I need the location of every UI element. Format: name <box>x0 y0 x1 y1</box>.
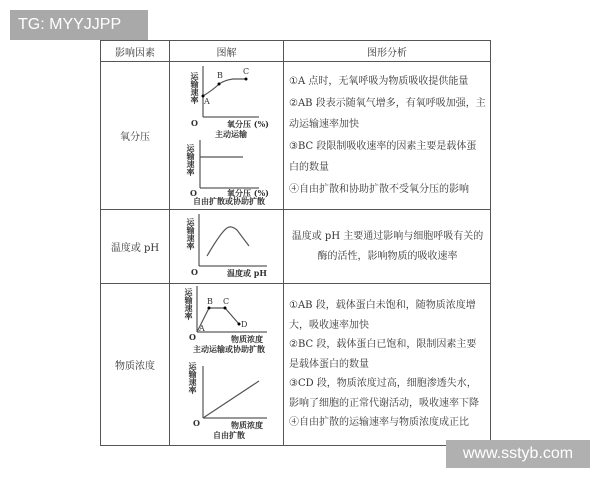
watermark-bottom: www.sstyb.com <box>446 440 590 468</box>
label-a: A <box>203 97 210 106</box>
graph-caption: 自由扩散或协助扩散 <box>192 196 265 206</box>
diffusion-graph <box>185 140 269 206</box>
label-b: B <box>206 297 213 306</box>
origin-label: O <box>189 188 197 198</box>
graph-cell <box>170 284 284 446</box>
y-axis-label: 运输速率 <box>185 144 196 176</box>
x-axis-label: 温度或 pH <box>226 268 267 278</box>
analysis-item: ①A 点时，无氧呼吸为物质吸收提供能量 <box>289 76 469 87</box>
point-c <box>244 78 247 81</box>
label-d: D <box>240 320 247 329</box>
analysis-item: ②AB 段表示随氧气增多，有氧呼吸加强，主动运输速率加快 <box>289 97 486 130</box>
header-analysis: 图形分析 <box>284 41 491 62</box>
origin-label: O <box>188 332 196 342</box>
analysis-item: ③BC 段限制吸收速率的因素主要是载体蛋白的数量 <box>289 140 477 173</box>
watermark-top: TG: MYYJJPP <box>10 10 148 40</box>
x-axis-label: 氧分压 (%) <box>226 119 269 129</box>
factor-concentration: 物质浓度 <box>101 284 170 446</box>
x-axis-label: 物质浓度 <box>230 334 263 344</box>
graph-cell <box>170 62 284 210</box>
graph-caption: 主动运输或协助扩散 <box>192 344 265 354</box>
active-transport-graph <box>189 66 269 139</box>
y-axis-label: 运输速率 <box>187 362 198 394</box>
y-axis-label: 运输速率 <box>189 72 200 104</box>
x-axis-label: 物质浓度 <box>230 420 263 430</box>
temperature-graph <box>171 210 283 280</box>
active-transport-graph <box>183 286 267 354</box>
factor-oxygen: 氧分压 <box>101 62 170 210</box>
analysis-temperature: 温度或 pH 主要通过影响与细胞呼吸有关的酶的活性，影响物质的吸收速率 <box>284 210 491 284</box>
table-row <box>101 62 491 210</box>
label-c: C <box>242 67 249 76</box>
concentration-graphs <box>171 284 283 442</box>
analysis-item: ③CD 段，物质浓度过高，细胞渗透失水，影响了细胞的正常代谢活动，吸收速率下降 <box>289 378 479 409</box>
analysis-item: ④自由扩散和协助扩散不受氧分压的影响 <box>289 183 469 195</box>
transport-factors-table <box>100 40 491 446</box>
header-factor: 影响因素 <box>101 41 170 62</box>
graph-cell <box>170 210 284 284</box>
x-axis-label: 氧分压 (%) <box>226 188 269 198</box>
y-axis-label: 运输速率 <box>183 288 194 320</box>
label-c: C <box>222 297 229 306</box>
header-graph: 图解 <box>170 41 284 62</box>
y-axis-label: 运输速率 <box>185 218 196 250</box>
analysis-item: ①AB 段，载体蛋白未饱和，随物质浓度增大，吸收速率加快 <box>289 300 476 331</box>
label-b: B <box>216 71 223 80</box>
factor-temperature-ph: 温度或 pH <box>101 210 170 284</box>
origin-label: O <box>192 418 200 428</box>
graph-caption: 主动运输 <box>214 129 247 139</box>
origin-label: O <box>190 118 198 128</box>
table-row <box>101 210 491 284</box>
analysis-item: ②BC 段，载体蛋白已饱和，限制因素主要是载体蛋白的数量 <box>289 339 477 370</box>
origin-label: O <box>190 267 198 277</box>
analysis-concentration <box>284 284 491 446</box>
table-row <box>101 284 491 446</box>
label-a: A <box>198 324 205 333</box>
graph-caption: 自由扩散 <box>212 430 245 440</box>
analysis-item: ④自由扩散的运输速率与物质浓度成正比 <box>289 417 469 429</box>
point-b <box>217 83 220 86</box>
analysis-oxygen <box>284 62 491 210</box>
oxygen-graphs <box>171 62 283 206</box>
diffusion-graph <box>187 361 267 440</box>
header-row <box>101 41 491 62</box>
